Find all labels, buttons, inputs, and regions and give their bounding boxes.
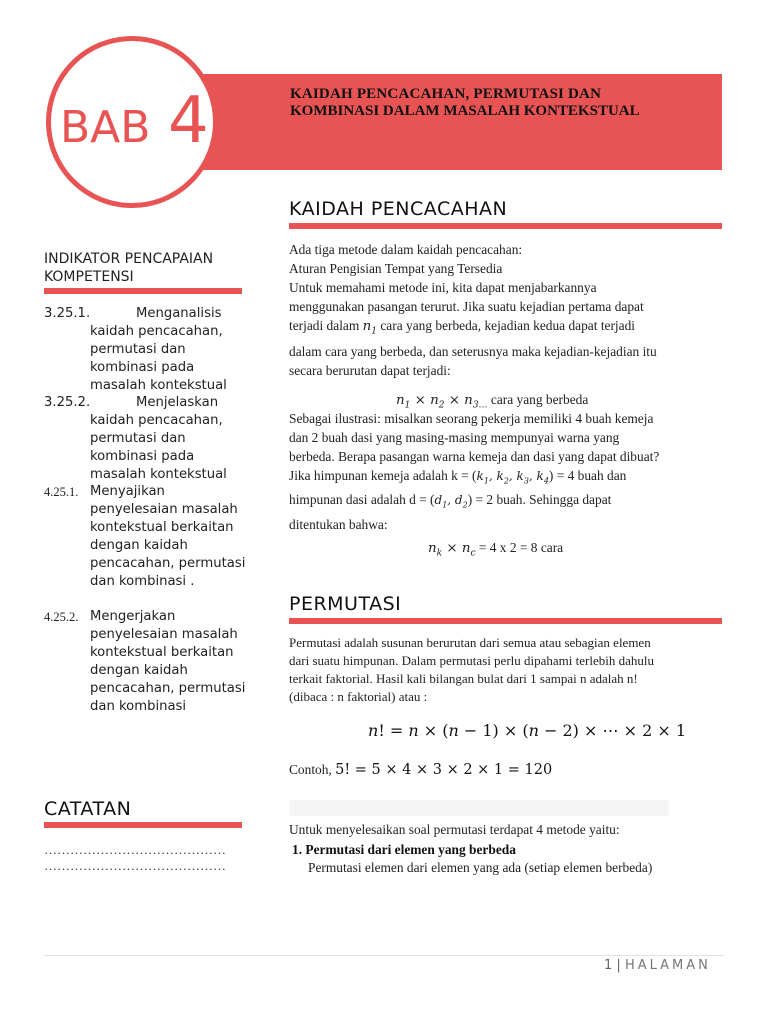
kaidah-body [289,240,729,380]
chapter-title-cut: KOMBINASI DALAM MASALAH KONTEKSTUAL [290,104,640,115]
math-formula: $n_1 \times n_2 \times n_{3\dots}$ [396,393,488,411]
notes-line: …………………………………… [44,842,226,857]
factorial-example [289,760,552,780]
method-1-heading [292,840,516,859]
indicator-number: 4.25.2. [44,610,79,624]
paragraph-line: dalam cara yang berbeda, dan seterusnya maka kejadian-kejadian itu [289,343,657,359]
paragraph-line: Sebagai ilustrasi: misalkan seorang pekerja memiliki 4 buah kemeja [289,411,654,426]
indicator-2-first-word: Menjelaskan [136,395,219,410]
indicator-number: 4.25.1. [44,485,79,499]
indicator-number: 3.25.1. [44,306,91,321]
notes-divider [44,822,242,828]
text-segment: Jika himpunan kemeja adalah k = ( [289,468,477,483]
paragraph-line [289,490,734,514]
formula-example [428,538,563,564]
method-title: Permutasi dari elemen yang berbeda [305,842,516,857]
footer-divider [44,955,724,956]
text-segment: ) = 4 buah dan [548,468,627,483]
methods-intro: Untuk menyelesaikan soal permutasi terdapat 4 metode yaitu: [289,822,620,837]
method-1-description: Permutasi elemen dari elemen yang ada (setiap elemen berbeda) [308,860,653,875]
paragraph-line: dan 2 buah dasi yang masing-masing mempunyai warna yang [289,430,620,445]
chapter-number: 4 [168,84,209,158]
paragraph-line: Aturan Pengisian Tempat yang Tersedia [289,261,503,276]
chapter-title: KAIDAH PENCACAHAN, PERMUTASI DAN [290,86,602,102]
indicator-text: Menyajikan penyelesaian masalah kontekstual berkaitan dengan kaidah pencacahan, permutasi dan kombinasi . [90,484,246,589]
indicator-divider [44,288,242,294]
paragraph-line: terkait faktorial. Hasil kali bilangan bulat dari 1 sampai n adalah n! [289,671,638,686]
page-number: 1 [604,958,613,973]
formula-suffix: = 4 x 2 = 8 cara [478,540,564,555]
illustration-body [289,409,734,534]
method-number: 1. [292,842,303,857]
paragraph-line: Permutasi adalah susunan berurutan dari semua atau sebagian elemen [289,635,651,650]
chapter-label: BAB [60,102,151,153]
text-segment: terjadi dalam [289,318,360,333]
page-label: HALAMAN [624,958,711,973]
example-formula: 5! = 5 × 4 × 3 × 2 × 1 = 120 [335,762,553,778]
section-divider [289,618,722,624]
paragraph-line [289,316,729,342]
section-divider [289,223,722,229]
section-title-kaidah: KAIDAH PENCACAHAN [289,198,508,220]
paragraph-line [289,466,734,490]
shaded-blank-line [289,800,669,816]
indicator-number: 3.25.2. [44,395,91,410]
indicator-2-rest: kaidah pencacahan, permutasi dan kombinasi pada masalah kontekstual [90,413,227,482]
factorial-formula: n! = n × (n − 1) × (n − 2) × ⋯ × 2 × 1 [368,721,687,740]
page-footer [604,958,711,973]
math-formula: $n_k \times n_c$ [428,541,476,559]
math-set-k: $k_1$, $k_2$, $k_3$, $k_4$ [476,469,549,486]
text-segment: cara yang berbeda, kejadian kedua dapat terjadi [380,318,636,333]
text-segment: ) = 2 buah. Sehingga dapat [467,492,612,508]
notes-line: …………………………………… [44,858,226,873]
formula-suffix: cara yang berbeda [490,392,589,407]
paragraph-line: Untuk memahami metode ini, kita dapat menjabarkannya [289,280,597,295]
indicator-1-rest: kaidah pencacahan, permutasi dan kombinasi pada masalah kontekstual [90,324,227,393]
text-segment: himpunan dasi adalah d = ( [289,492,435,508]
paragraph-line: secara berurutan dapat terjadi: [289,362,451,378]
indicator-title: INDIKATOR PENCAPAIAN KOMPETENSI [44,251,214,285]
math-set-d: $d_1$, $d_2$ [434,493,468,510]
example-label: Contoh, [289,762,332,777]
permutasi-body [289,634,734,706]
indicator-text: Mengerjakan penyelesaian masalah kontekstual berkaitan dengan kaidah pencacahan, permutasi dan kombinasi [90,609,246,714]
paragraph-line: ditentukan bahwa: [289,516,388,532]
math-n1: $n_1$ [362,319,377,337]
paragraph-line: menggunakan pasangan terurut. Jika suatu kejadian pertama dapat [289,299,644,314]
paragraph-line: (dibaca : n faktorial) atau : [289,689,428,704]
section-title-permutasi: PERMUTASI [289,593,402,615]
footer-separator: | [616,958,621,973]
paragraph-line: Ada tiga metode dalam kaidah pencacahan: [289,242,523,257]
indicator-1-first-word: Menganalisis [136,306,222,321]
notes-title: CATATAN [44,798,132,820]
paragraph-line: berbeda. Berapa pasangan warna kemeja dan dasi yang dapat dibuat? [289,449,660,464]
paragraph-line: dari suatu himpunan. Dalam permutasi perlu dipahami terlebih dahulu [289,653,654,668]
